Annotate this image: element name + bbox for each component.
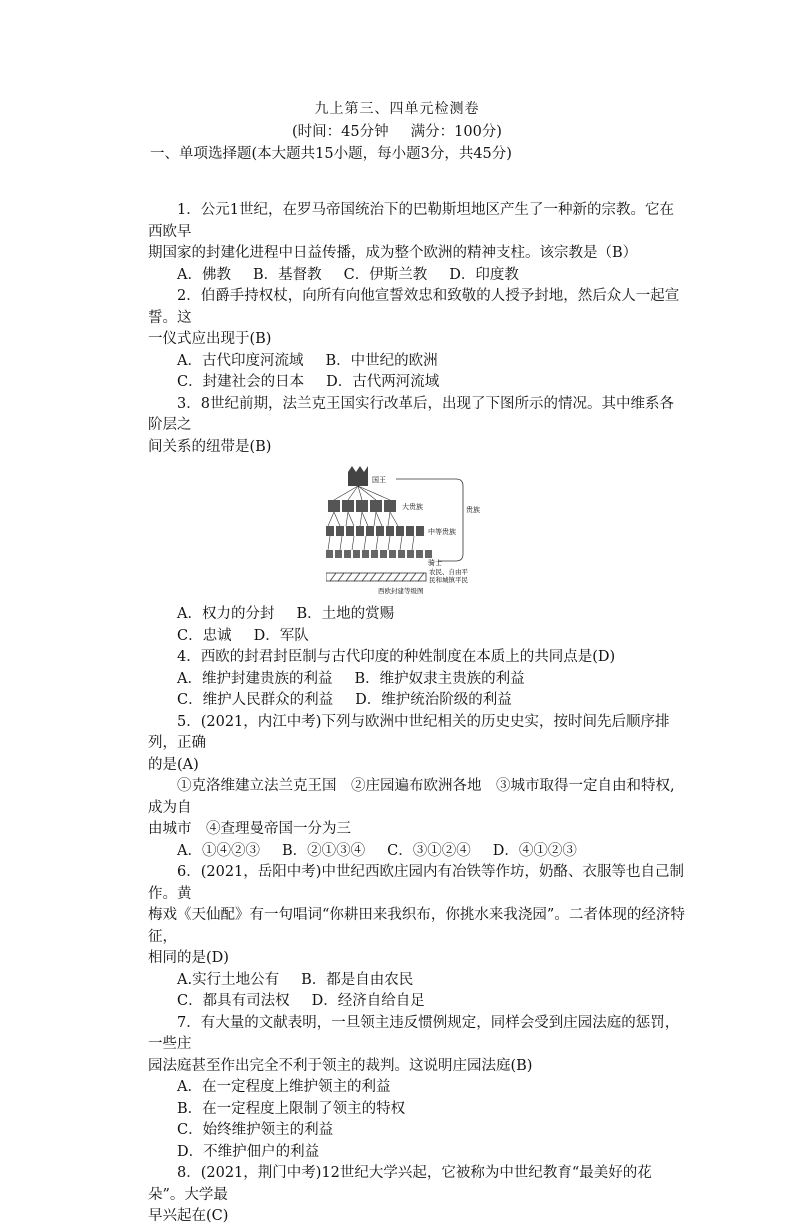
option: C．③①②④ xyxy=(387,842,471,859)
option: A．古代印度河流域 xyxy=(177,352,304,369)
label-peasants-1: 农民、自由平 xyxy=(429,568,468,576)
option: C．伊斯兰教 xyxy=(343,266,428,283)
question-3-options xyxy=(148,604,688,626)
question-7-line: 园法庭甚至作出完全不利于领主的裁判。这说明庄园法庭(B) xyxy=(148,1057,533,1074)
question-8-line: 8．(2021，荆门中考)12世纪大学兴起，它被称为中世纪教育“最美好的花朵”。大学最 xyxy=(148,1165,652,1203)
question-2-options xyxy=(148,372,688,394)
option: A．在一定程度上维护领主的利益 xyxy=(177,1079,391,1095)
label-king: 国王 xyxy=(372,476,386,484)
option: D．印度教 xyxy=(449,266,519,283)
figure-caption: 西欧封建等级图 xyxy=(378,587,424,595)
question-3-line: 3．8世纪前期，法兰克王国实行改革后，出现了下图所示的情况。其中维系各阶层之 xyxy=(148,395,674,433)
question-3-options xyxy=(148,626,688,648)
question-6-line: 相同的是(D) xyxy=(148,950,229,966)
question-3-line: 间关系的纽带是(B) xyxy=(148,438,272,455)
question-6-options xyxy=(148,991,688,1013)
label-middle-nobles: 中等贵族 xyxy=(428,528,456,536)
knights-icons xyxy=(326,550,432,558)
middle-nobles-icons xyxy=(326,526,424,536)
question-5-statements: ①克洛维建立法兰克王国 ②庄园遍布欧洲各地 ③城市取得一定自由和特权,成为自 xyxy=(148,778,675,816)
option: B．在一定程度上限制了领主的特权 xyxy=(177,1100,406,1117)
page-title: 九上第三、四单元检测卷 xyxy=(314,101,480,117)
question-5-statements: 由城市 ④查理曼帝国一分为三 xyxy=(148,821,351,837)
question-5-line: 5．(2021，内江中考)下列与欧洲中世纪相关的历史史实，按时间先后顺序排列，正确 xyxy=(148,713,670,751)
option: C．封建社会的日本 xyxy=(177,374,305,390)
option: B．维护奴隶主贵族的利益 xyxy=(354,670,525,687)
question-2-line: 一仪式应出现于(B) xyxy=(148,331,272,347)
option: D．④①②③ xyxy=(492,842,577,859)
option: A．佛教 xyxy=(177,266,231,283)
label-nobility: 贵族 xyxy=(466,506,480,514)
king-icon xyxy=(348,466,368,486)
option: B．土地的赏赐 xyxy=(296,606,395,622)
label-peasants-2: 民和城镇平民 xyxy=(429,576,468,584)
question-1-line: 1．公元1世纪，在罗马帝国统治下的巴勒斯坦地区产生了一种新的宗教。它在西欧早 xyxy=(148,202,674,240)
label-knights: 骑士 xyxy=(428,559,442,567)
question-2-line: 2．伯爵手持权杖，向所有向他宣誓效忠和致敬的人授予封地，然后众人一起宣誓。这 xyxy=(148,288,680,326)
question-6-line: 梅戏《天仙配》有一句唱词“你耕田来我织布，你挑水来我浇园”。二者体现的经济特征， xyxy=(148,907,685,945)
connector-lines xyxy=(328,486,414,550)
full-score: 满分：100分) xyxy=(410,124,502,140)
section-heading: 一、单项选择题(本大题共15小题，每小题3分，共45分) xyxy=(150,146,512,162)
option: B．中世纪的欧洲 xyxy=(325,352,438,369)
question-2-options xyxy=(148,351,688,373)
option: B．②①③④ xyxy=(281,842,366,859)
question-list xyxy=(148,200,688,1228)
option: C．都具有司法权 xyxy=(177,993,290,1009)
question-8-line: 早兴起在(C) xyxy=(148,1208,229,1224)
exam-info xyxy=(0,120,794,141)
option: D．古代两河流域 xyxy=(326,374,440,390)
option: A．权力的分封 xyxy=(177,606,275,622)
option: C．维护人民群众的利益 xyxy=(177,692,334,708)
option: C．忠诚 xyxy=(177,627,232,644)
question-4-options xyxy=(148,690,688,712)
question-1-line: 期国家的封建化进程中日益传播，成为整个欧洲的精神支柱。该宗教是（B） xyxy=(148,245,638,261)
nobility-bracket xyxy=(396,479,463,561)
peasants-bar xyxy=(326,573,426,581)
question-1-options xyxy=(148,265,688,287)
option: A.实行土地公有 xyxy=(177,971,280,988)
great-nobles-icons xyxy=(328,500,396,512)
question-6-line: 6．(2021，岳阳中考)中世纪西欧庄园内有冶铁等作坊，奶酪、衣服等也自己制作。黄 xyxy=(148,864,684,902)
option: D．不维护佃户的利益 xyxy=(177,1143,320,1160)
label-great-nobles: 大贵族 xyxy=(402,503,423,511)
option: B．都是自由农民 xyxy=(301,971,414,988)
feudal-hierarchy-diagram xyxy=(326,466,496,596)
option: D．经济自给自足 xyxy=(311,993,425,1009)
option: A．①④②③ xyxy=(177,842,260,859)
option: A．维护封建贵族的利益 xyxy=(177,670,333,687)
option: B．基督教 xyxy=(252,266,322,283)
option: D．军队 xyxy=(253,627,309,644)
time-limit: (时间：45分钟 xyxy=(292,124,389,140)
question-5-line: 的是(A) xyxy=(148,756,199,773)
question-4-line: 4．西欧的封君封臣制与古代印度的种姓制度在本质上的共同点是(D) xyxy=(177,649,616,665)
option: C．始终维护领主的利益 xyxy=(177,1122,334,1138)
question-5-options xyxy=(148,841,688,863)
question-7-line: 7．有大量的文献表明，一旦领主违反惯例规定，同样会受到庄园法庭的惩罚，一些庄 xyxy=(148,1014,680,1052)
option: D．维护统治阶级的利益 xyxy=(355,692,512,708)
question-6-options xyxy=(148,970,688,992)
question-4-options xyxy=(148,669,688,691)
